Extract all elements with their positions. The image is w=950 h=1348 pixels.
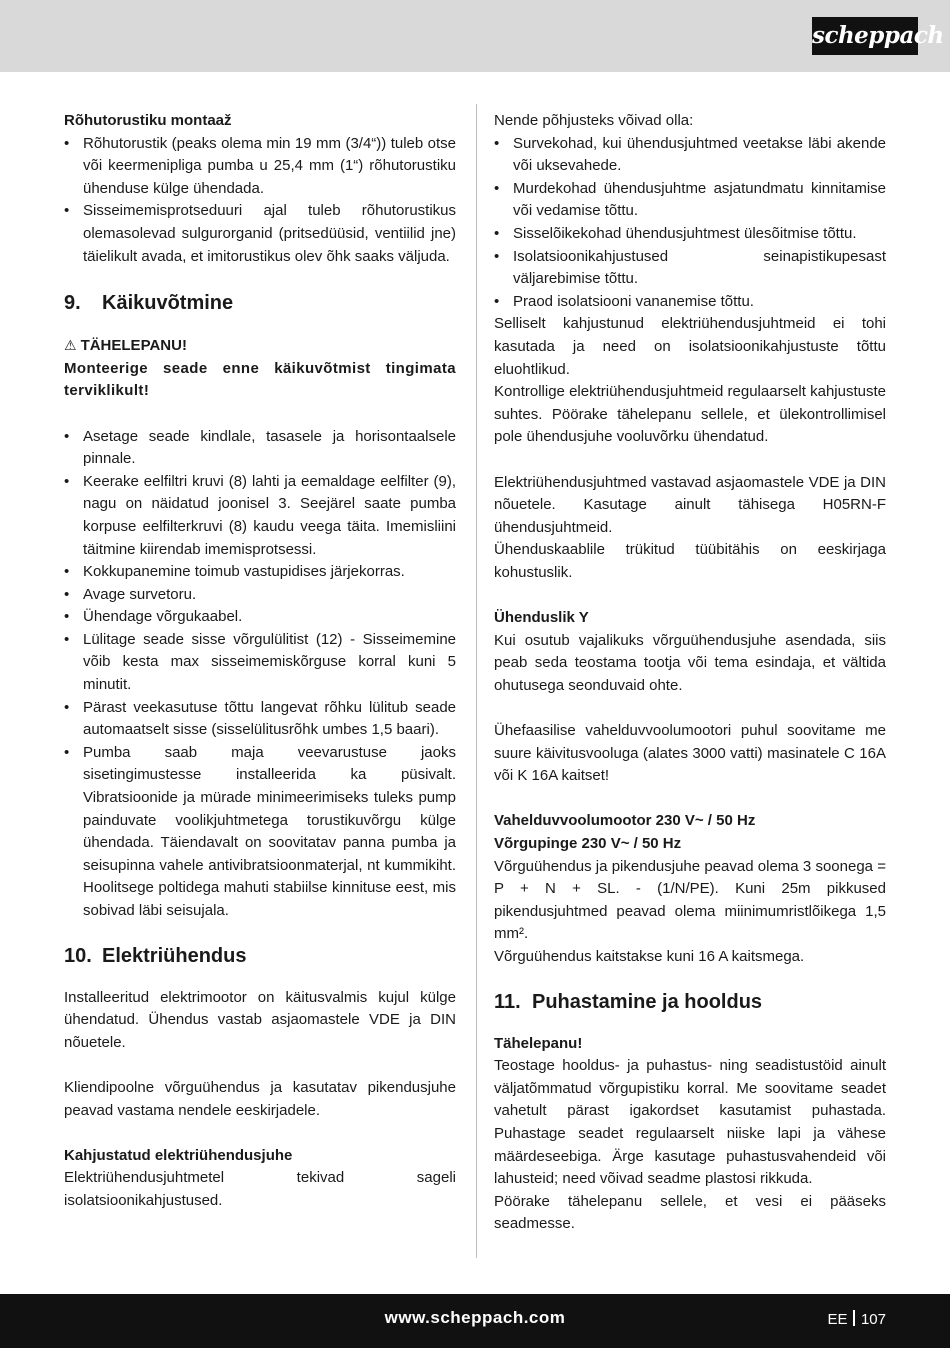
section-title: Puhastamine ja hooldus xyxy=(532,990,763,1013)
list-item: • Avage survetoru. xyxy=(64,584,456,607)
list-item: • Pumba saab maja veevarustuse jaoks sisetingimustesse installeerida ka püsivalt. Vibratsioonide ja mürade minimeerimiseks tuleks pump painduvate voolikjuhtmetega torustikuvõrgu külge ühendada. Täiendavalt on soovitatav panna pumba ja seisupinna vahele antivibratsioonmaterjal, nt kummikiht. Hoolitsege poltidega mahuti stabiilse kinnituse eest, mis sobivad läbi seisujala. xyxy=(64,742,456,923)
startup-list xyxy=(64,426,456,923)
page-indicator xyxy=(827,1310,886,1328)
ac-heading-1: Vahelduvvoolumootor 230 V~ / 50 Hz xyxy=(494,812,756,830)
water-text: Pöörake tähelepanu sellele, et vesi ei pääseks seadmesse. xyxy=(494,1192,886,1233)
right-column xyxy=(494,110,886,1236)
elec-paragraph-1: Installeeritud elektrimootor on käitusvalmis kujul külge ühendatud. Ühendus vastab asjaomastele VDE ja DIN nõuetele. xyxy=(64,988,456,1051)
y-text: Kui osutub vajalikuks võrguühendusjuhe asendada, siis peab seda teostama tootja või tema esindaja, et vältida ohutusega seonduvaid ohte. xyxy=(494,631,886,694)
list-item: • Praod isolatsiooni vananemise tõttu. xyxy=(494,291,886,314)
causes-list xyxy=(494,133,886,314)
ac-heading-2: Võrgupinge 230 V~ / 50 Hz xyxy=(494,835,682,852)
elec-paragraph-2: Kliendipoolne võrguühendus ja kasutatav pikendusjuhe peavad vastama nendele eeskirjadele. xyxy=(64,1078,456,1119)
warning-title xyxy=(64,334,456,358)
vde-paragraph-2: Ühenduskaablile trükitud tüübitähis on eeskirjaga kohustuslik. xyxy=(494,541,886,581)
attention-heading: Tähelepanu! xyxy=(494,1034,583,1052)
list-item: • Sisselõikekohad ühendusjuhtmest ülesõitmise tõttu. xyxy=(494,223,886,246)
footer-url: www.scheppach.com xyxy=(384,1308,566,1327)
list-item: • Murdekohad ühendusjuhtme asjatundmatu kinnitamise või vedamise tõttu. xyxy=(494,178,886,223)
section-title: Käikuvõtmine xyxy=(102,292,234,315)
column-divider xyxy=(476,104,477,1258)
list-item: • Kokkupanemine toimub vastupidises järjekorras. xyxy=(64,561,456,584)
left-column xyxy=(64,110,456,1213)
damaged-paragraph-2: Kontrollige elektriühendusjuhtmeid regulaarselt kahjustuste suhtes. Pöörake tähelepanu sellele, et ülekontrollimisel pole ühendusjuhe vooluvõrku ühendatud. xyxy=(494,383,886,446)
language-code: EE xyxy=(827,1311,848,1328)
header-bar xyxy=(0,0,950,72)
section-title: Elektriühendus xyxy=(102,944,247,967)
ac-fuse-text: Võrguühendus kaitstakse kuni 16 A kaitsmega. xyxy=(494,947,805,965)
damaged-text: Elektriühendusjuhtmetel tekivad sageli isolatsioonikahjustused. xyxy=(64,1169,456,1209)
ac-text: Võrguühendus ja pikendusjuhe peavad olema 3 soonega = P + N + SL. - (1/N/PE). Kuni 25m pikkused pikendusjuhtmed peavad olema miinimumristlõikega 1,5 mm². xyxy=(494,857,886,943)
causes-intro: Nende põhjusteks võivad olla: xyxy=(494,112,694,129)
mount-heading: Rõhutorustiku montaaž xyxy=(64,112,232,129)
list-item: • Keerake eelfiltri kruvi (8) lahti ja eemaldage eelfilter (9), nagu on näidatud joonisel 3. Seejärel saate pumba korpuse eelfilterkruvi (8) kaudu veega täita. Imemisliini täitmine kiirendab imemisprotsessi. xyxy=(64,471,456,561)
separator xyxy=(853,1310,855,1326)
list-item: • Rõhutorustik (peaks olema min 19 mm (3/4“)) tuleb otse või keermenipliga pumba u 25,4 mm (1“) rõhutorustiku ühenduse külge ühendada. xyxy=(64,133,456,201)
list-item: • Survekohad, kui ühendusjuhtmed veetakse läbi akende või uksevahede. xyxy=(494,133,886,178)
mount-list xyxy=(64,133,456,269)
section-10-heading xyxy=(64,943,456,969)
section-number: 11. xyxy=(494,990,521,1013)
list-item: • Asetage seade kindlale, tasasele ja horisontaalsele pinnale. xyxy=(64,426,456,471)
y-heading: Ühenduslik Y xyxy=(494,609,589,627)
list-item: • Isolatsioonikahjustused seinapistikupesast väljarebimise tõttu. xyxy=(494,246,886,291)
list-item: • Lülitage seade sisse võrgulülitist (12) - Sisseimemine võib kesta max sisseimemiskõrguse korral kuni 5 minutit. xyxy=(64,629,456,697)
section-11-heading xyxy=(494,989,886,1015)
page-number: 107 xyxy=(860,1311,886,1328)
warning-text: Monteerige seade enne käikuvõtmist tingimata terviklikult! xyxy=(64,359,456,400)
clean-text: Teostage hooldus- ja puhastus- ning seadistustöid ainult väljatõmmatud võrgupistiku korral. Me soovitame seadet vahetult pärast igakordset kasutamist puhastada. Puhastage seadet regulaarselt niiske lapi ja vähese määrdeseebiga. Ärge kasutage puhastusvahendeid või lahusteid; need võivad seadme plastosi rikkuda. xyxy=(494,1057,886,1188)
single-phase-text: Ühefaasilise vahelduvvoolumootori puhul soovitame me suure käivitusvooluga (alates 3000 vatti) masinatele C 16A või K 16A kaitset! xyxy=(494,722,886,785)
list-item: • Sisseimemisprotseduuri ajal tuleb rõhutorustikus olemasolevad sulgurorganid (pritsedüüsid, ventiilid jne) täielikult avada, et imitorustikus olev õhk saaks väljuda. xyxy=(64,200,456,268)
damaged-paragraph-1: Selliselt kahjustunud elektriühendusjuhtmeid ei tohi kasutada ja need on isolatsioonikahjustuste tõttu eluohtlikud. xyxy=(494,315,886,378)
section-9-heading xyxy=(64,290,456,316)
warning-triangle-icon: ⚠ xyxy=(64,337,77,354)
list-item: • Ühendage võrgukaabel. xyxy=(64,606,456,629)
section-number: 9. xyxy=(64,292,81,315)
damaged-heading: Kahjustatud elektriühendusjuhe xyxy=(64,1146,293,1164)
list-item: • Pärast veekasutuse tõttu langevat rõhku lülitub seade automaatselt sisse (sisselülitusrõhk umbes 1,5 baari). xyxy=(64,697,456,742)
section-number: 10. xyxy=(64,944,92,967)
footer-bar xyxy=(0,1294,950,1348)
scheppach-logo: scheppach xyxy=(812,17,918,55)
warning-label: TÄHELEPANU! xyxy=(80,337,187,355)
vde-paragraph-1: Elektriühendusjuhtmed vastavad asjaomastele VDE ja DIN nõuetele. Kasutage ainult tähisega H05RN-F ühendusjuhtmeid. xyxy=(494,473,886,536)
